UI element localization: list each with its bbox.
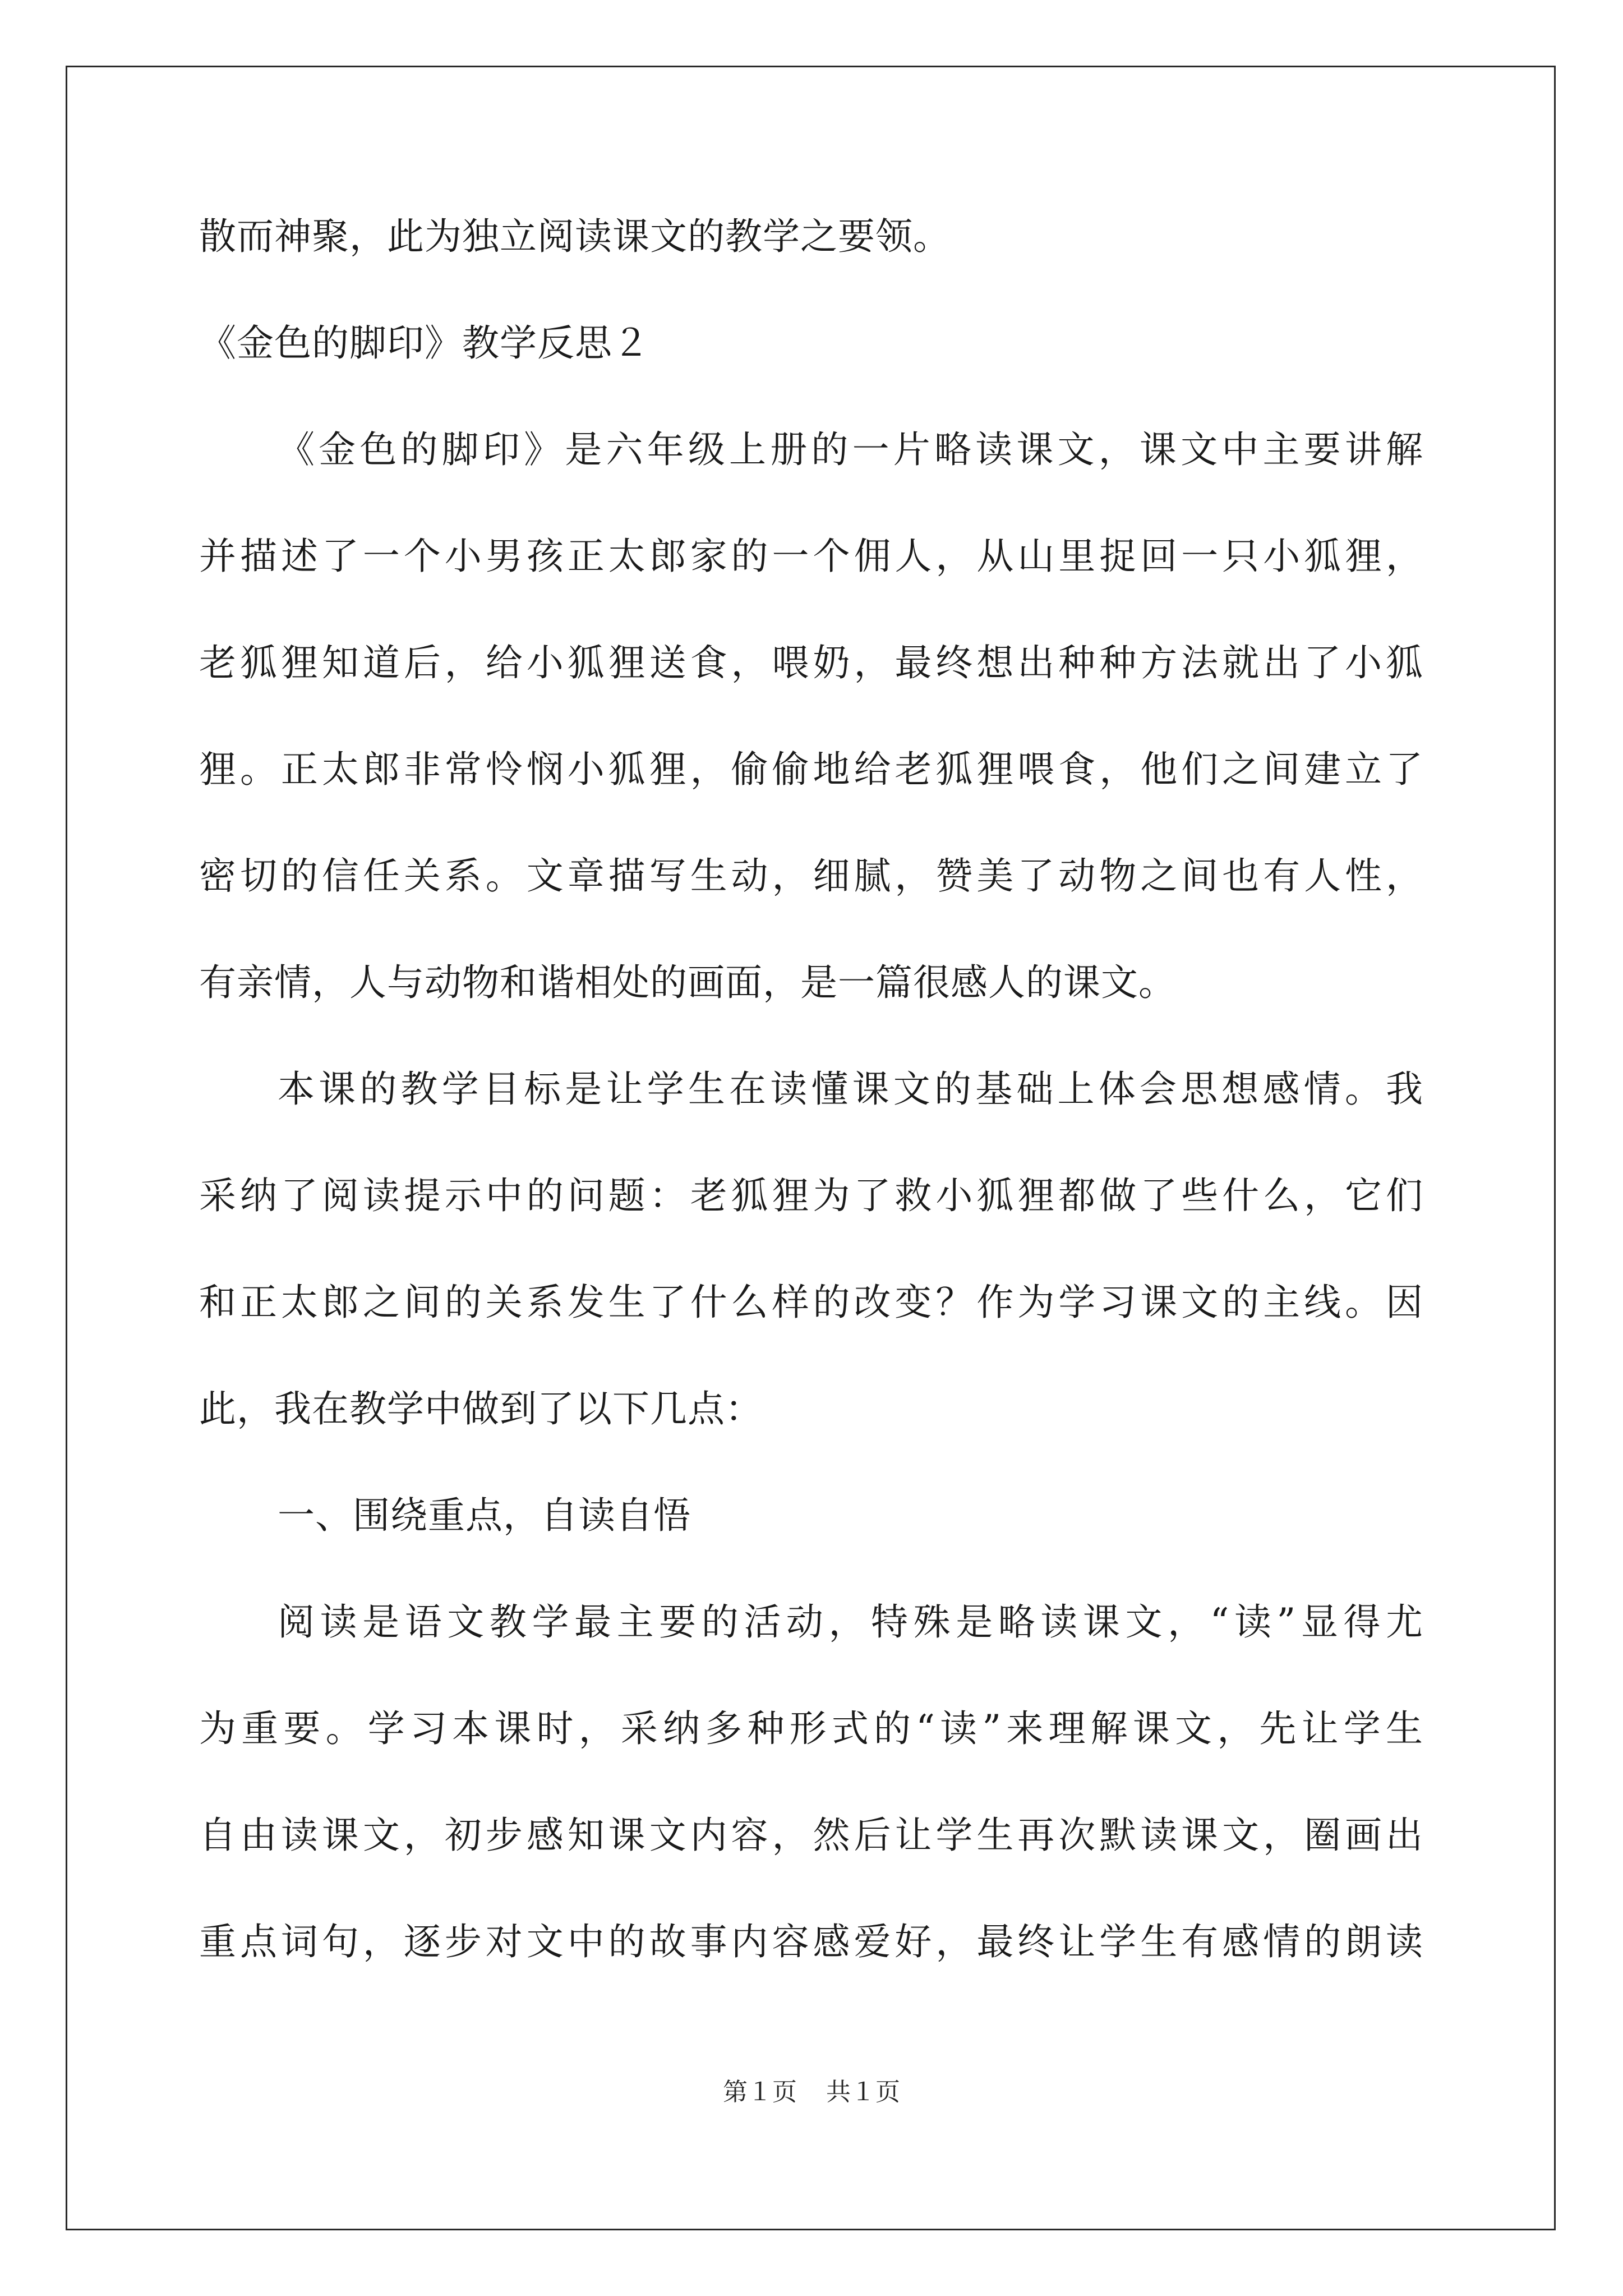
paragraph-3-line-4: 重点词句，逐步对文中的故事内容感爱好，最终让学生有感情的朗读 [199, 1920, 1423, 1963]
paragraph-1-line-4: 狸。正太郎非常怜悯小狐狸，偷偷地给老狐狸喂食，他们之间建立了 [199, 748, 1423, 791]
paragraph-3-line-1: 阅读是语文教学最主要的活动，特殊是略读课文，“读”显得尤 [278, 1600, 1423, 1644]
page-total: 共１页 [826, 2078, 900, 2106]
paragraph-1-line-2: 并描述了一个小男孩正太郎家的一个佣人，从山里捉回一只小狐狸， [199, 535, 1423, 578]
text-line-1: 散而神聚，此为独立阅读课文的教学之要领。 [199, 215, 951, 258]
section-title: 《金色的脚印》教学反思２ [199, 321, 650, 365]
paragraph-1-line-5: 密切的信任关系。文章描写生动，细腻，赞美了动物之间也有人性， [199, 854, 1423, 898]
page-border [66, 66, 1556, 2230]
paragraph-2-line-1: 本课的教学目标是让学生在读懂课文的基础上体会思想感情。我 [278, 1068, 1423, 1111]
paragraph-3-line-3: 自由读课文，初步感知课文内容，然后让学生再次默读课文，圈画出 [199, 1814, 1423, 1857]
page-number: 第１页 [723, 2078, 797, 2106]
page-footer [0, 2076, 1623, 2109]
paragraph-1-line-3: 老狐狸知道后，给小狐狸送食，喂奶，最终想出种种方法就出了小狐 [199, 641, 1423, 684]
paragraph-1-line-6: 有亲情，人与动物和谐相处的画面，是一篇很感人的课文。 [199, 961, 1176, 1004]
paragraph-2-line-2: 采纳了阅读提示中的问题：老狐狸为了救小狐狸都做了些什么，它们 [199, 1174, 1423, 1217]
paragraph-3-line-2: 为重要。学习本课时，采纳多种形式的“读”来理解课文，先让学生 [199, 1707, 1423, 1750]
paragraph-2-line-3: 和正太郎之间的关系发生了什么样的改变？作为学习课文的主线。因 [199, 1281, 1423, 1324]
paragraph-2-line-4: 此，我在教学中做到了以下几点： [199, 1387, 763, 1430]
subheading: 一、围绕重点，自读自悟 [278, 1494, 691, 1537]
paragraph-1-line-1: 《金色的脚印》是六年级上册的一片略读课文，课文中主要讲解 [278, 428, 1423, 471]
